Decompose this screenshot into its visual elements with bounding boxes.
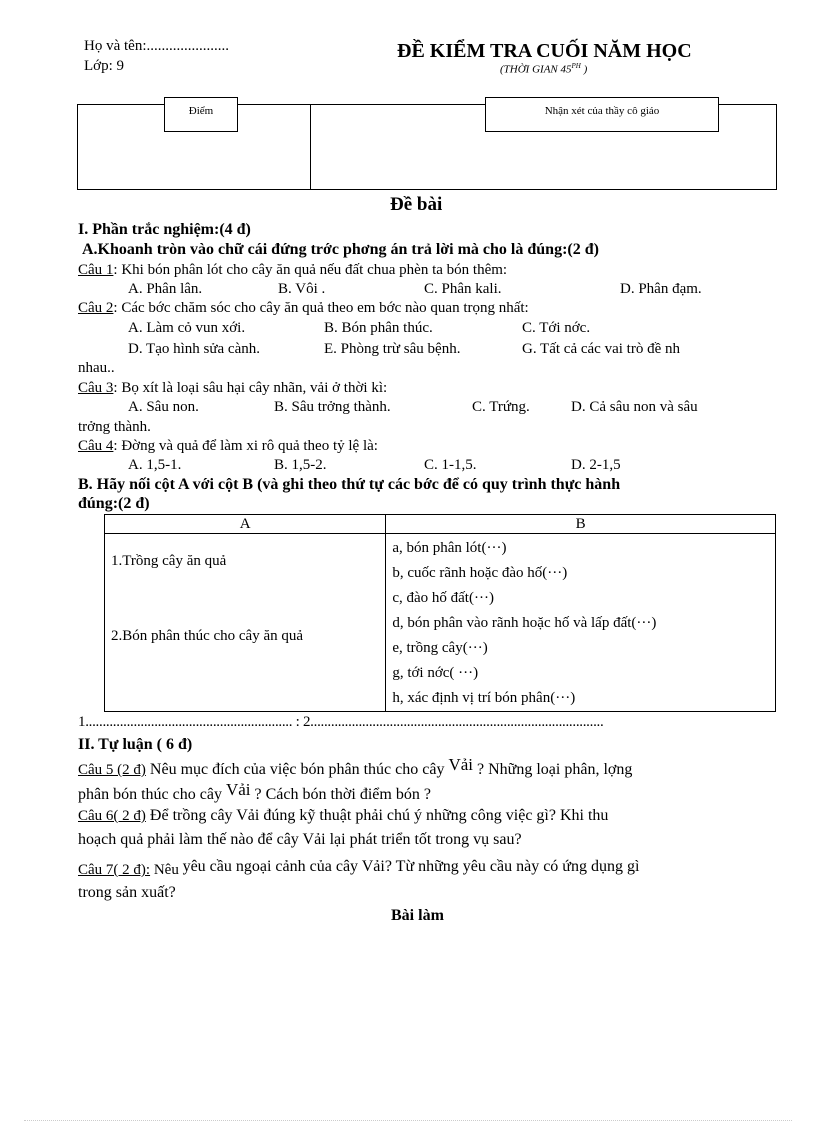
q2-option-c[interactable]: C. Tới nớc. (522, 320, 591, 336)
q4-option-b[interactable]: B. 1,5-2. (274, 457, 327, 473)
column-b-item-b[interactable]: b, cuốc rãnh hoặc đào hố(···) (392, 565, 568, 581)
exam-title: Đề bài (390, 194, 443, 215)
box-divider (310, 104, 311, 190)
question-4: Câu 4: Đờng và quả để làm xi rô quả theo tỷ lệ là: (78, 438, 378, 454)
q2-option-e[interactable]: E. Phòng trừ sâu bệnh. (324, 341, 461, 357)
question-5: Câu 5 (2 đ) Nêu mục đích của việc bón phân thúc cho cây Vải ? Những loại phân, lợng (78, 755, 633, 778)
column-a-item-1: 1.Trồng cây ăn quả (111, 553, 227, 569)
exam-header-title: ĐỀ KIỂM TRA CUỐI NĂM HỌC (397, 40, 692, 62)
question-1: Câu 1: Khi bón phân lót cho cây ăn quả nếu đất chua phèn ta bón thêm: (78, 262, 508, 278)
column-b-item-h[interactable]: h, xác định vị trí bón phân(···) (392, 690, 576, 706)
class-label: Lớp: 9 (84, 58, 125, 74)
sectionA-instruction: A.Khoanh tròn vào chữ cái đứng trớc phơng án trả lời mà cho là đúng:(2 đ) (82, 241, 599, 258)
q2-option-b[interactable]: B. Bón phân thúc. (324, 320, 433, 336)
page-bottom-rule (24, 1120, 792, 1121)
question-7-line2: trong sản xuất? (78, 884, 176, 901)
q4-option-c[interactable]: C. 1-1,5. (424, 457, 477, 473)
column-b-item-d[interactable]: d, bón phân vào rãnh hoặc hố và lấp đất(···) (392, 615, 657, 631)
q1-option-c[interactable]: C. Phân kali. (424, 281, 502, 297)
part1-heading: I. Phần trắc nghiệm:(4 đ) (78, 221, 251, 238)
student-name-field[interactable]: Họ và tên:...................... (84, 38, 229, 54)
answer-line[interactable]: 1............................................................ : 2..................................................................................... (78, 714, 604, 730)
q3-option-c[interactable]: C. Trứng. (472, 399, 530, 415)
q2-option-a[interactable]: A. Làm cỏ vun xới. (128, 320, 246, 336)
q1-option-b[interactable]: B. Vôi . (278, 281, 326, 297)
column-b-item-e[interactable]: e, trồng cây(···) (392, 640, 488, 656)
q3-wrap: trởng thành. (78, 419, 151, 435)
work-section-title: Bài làm (391, 907, 444, 924)
question-7: Câu 7( 2 đ): Nêu yêu cầu ngoại cảnh của cây Vải? Từ những yêu cầu này có ứng dụng gì (78, 858, 640, 878)
question-2: Câu 2: Các bớc chăm sóc cho cây ăn quả theo em bớc nào quan trọng nhất: (78, 300, 529, 316)
sectionB-instruction: B. Hãy nối cột A với cột B (và ghi theo thứ tự các bớc để có quy trình thực hành (78, 476, 621, 493)
question-3: Câu 3: Bọ xít là loại sâu hại cây nhãn, vải ở thời kì: (78, 380, 388, 396)
teacher-comment-label: Nhận xét của thầy cô giáo (485, 97, 719, 132)
q2-wrap: nhau.. (78, 360, 115, 376)
score-label: Điểm (164, 97, 238, 132)
q3-option-d[interactable]: D. Cả sâu non và sâu (571, 399, 698, 415)
column-b-item-c[interactable]: c, đào hố đất(···) (392, 590, 494, 606)
column-b-header: B (386, 515, 776, 534)
part2-heading: II. Tự luận ( 6 đ) (78, 736, 193, 753)
q3-option-b[interactable]: B. Sâu trởng thành. (274, 399, 391, 415)
column-b-item-a[interactable]: a, bón phân lót(···) (392, 540, 507, 556)
column-b-item-g[interactable]: g, tới nớc( ···) (392, 665, 479, 681)
q1-option-d[interactable]: D. Phân đạm. (620, 281, 702, 297)
question-6: Câu 6( 2 đ) Để trồng cây Vải đúng kỹ thuật phải chú ý những công việc gì? Khi thu (78, 807, 609, 824)
column-a-header: A (105, 515, 386, 534)
sectionB-instruction-wrap: đúng:(2 đ) (78, 495, 150, 512)
q4-option-a[interactable]: A. 1,5-1. (128, 457, 182, 473)
q4-option-d[interactable]: D. 2-1,5 (571, 457, 621, 473)
q3-option-a[interactable]: A. Sâu non. (128, 399, 199, 415)
q1-option-a[interactable]: A. Phân lân. (128, 281, 203, 297)
question-6-line2: hoạch quả phải làm thế nào để cây Vải lại phát triển tốt trong vụ sau? (78, 831, 522, 848)
matching-table (104, 514, 776, 712)
q2-option-d[interactable]: D. Tạo hình sửa cành. (128, 341, 260, 357)
exam-duration: (THỜI GIAN $45^{PH}$ ) (500, 62, 588, 76)
question-5-line2: phân bón thúc cho cây Vải ? Cách bón thời điểm bón ? (78, 780, 431, 803)
q2-option-g[interactable]: G. Tất cả các vai trò đề nh (522, 341, 680, 357)
column-a-item-2: 2.Bón phân thúc cho cây ăn quả (111, 628, 304, 644)
